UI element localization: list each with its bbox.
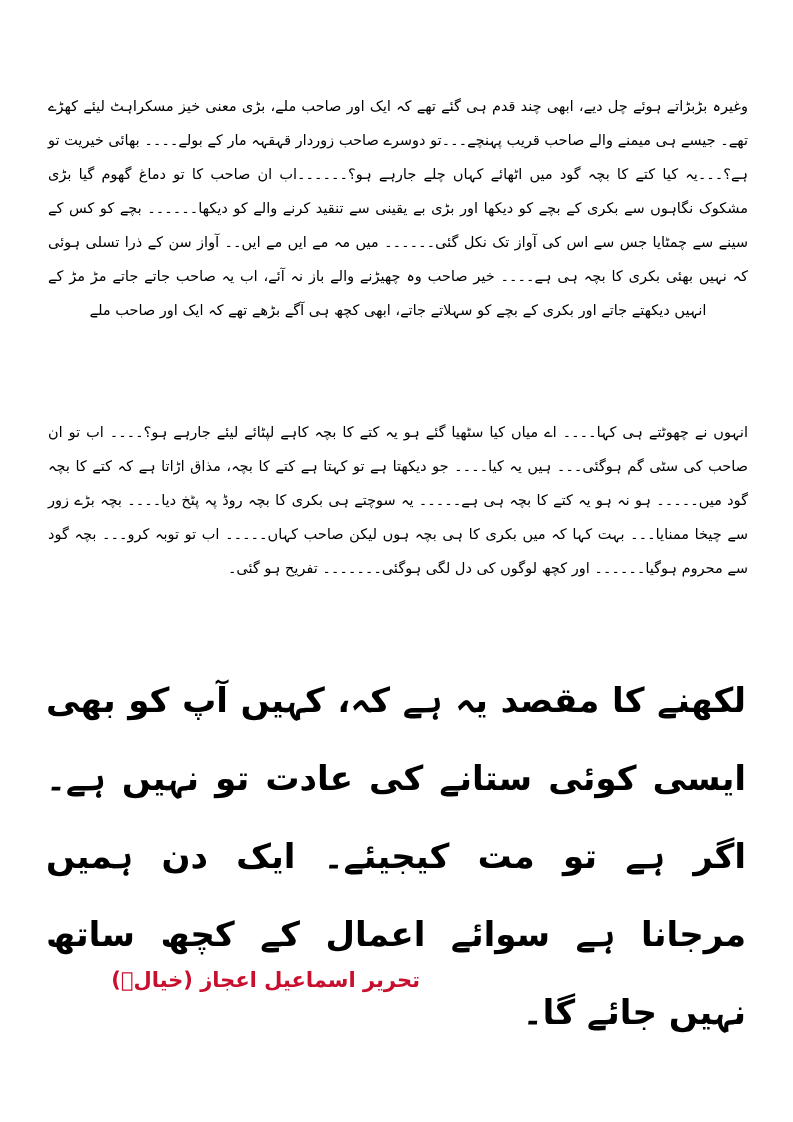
story-paragraph-2: انہوں نے چھوٹتے ہی کہا۔۔۔۔ اے میاں کیا سٹھیا گئے ہو یہ کتے کا بچہ کاہے لپٹائے لیئے جارہے ہو؟۔۔۔۔ اب تو ان صاحب کی سٹی گم ہوگئی۔۔۔ ہیں یہ کیا۔۔۔۔ جو دیکھتا ہے تو کہتا ہے کتے کا بچہ، مذاق اڑاتا ہے کہ کتے کا بچہ گود میں۔۔۔۔۔ ہو نہ ہو یہ کتے کا بچہ ہی ہے۔۔۔۔۔ یہ سوچتے ہی بکری کا بچہ روڈ پہ پٹخ دیا۔۔۔۔ بچہ بڑے زور سے چیخا ممنایا۔۔۔ بہت کہا کہ میں بکری کا ہی بچہ ہوں لیکن صاحب کہاں۔۔۔۔۔ اب تو توبہ کرو۔۔۔ بچہ گود سے محروم ہوگیا۔۔۔۔۔۔ اور کچھ لوگوں کی دل لگی ہوگئی۔۔۔۔۔۔۔ تفریح ہو گئی۔ [48, 425, 748, 577]
author-signature: تحریر اسماعیل اعجاز (خیالؔ) [111, 968, 420, 992]
story-paragraph-1: وغیرہ بڑبڑاتے ہوئے چل دیے، ابھی چند قدم ہی گئے تھے کہ ایک اور صاحب ملے، بڑی معنی خیز مسکراہٹ لیئے کھڑے تھے۔ جیسے ہی میمنے والے صاحب قریب پہنچے۔۔۔تو دوسرے صاحب زوردار قہقہہ مار کے بولے۔۔۔۔ بھائی خیریت تو ہے؟۔۔۔یہ کیا کتے کا بچہ گود میں اٹھائے کہاں چلے جارہے ہو؟۔۔۔۔۔۔اب ان صاحب کا تو دماغ گھوم گیا بڑی مشکوک نگاہوں سے بکری کے بچے کو دیکھا اور بڑی بے یقینی سے تنقید کرنے والے کو دیکھا۔۔۔۔۔۔ بچے کو کس کے سینے سے چمٹایا جس سے اس کی آواز تک نکل گئی۔۔۔۔۔۔ میں مہ مے ایں مے ایں۔۔ آواز سن کے ذرا تسلی ہوئی کہ نہیں بھئی بکری کا بچہ ہی ہے۔۔۔۔ خیر صاحب وہ چھیڑنے والے باز نہ آئے، اب یہ صاحب جاتے جاتے مڑ مڑ کے انہیں دیکھتے جاتے اور بکری کے بچے کو سہلاتے جاتے، ابھی کچھ ہی آگے بڑھے تھے کہ ایک اور صاحب ملے [48, 99, 748, 319]
moral-message: لکھنے کا مقصد یہ ہے کہ، کہیں آپ کو بھی ایسی کوئی ستانے کی عادت تو نہیں ہے۔ اگر ہے تو مت کیجیئے۔ ایک دن ہمیں مرجانا ہے سوائے اعمال کے کچھ ساتھ نہیں جائے گا۔ [46, 681, 746, 1033]
